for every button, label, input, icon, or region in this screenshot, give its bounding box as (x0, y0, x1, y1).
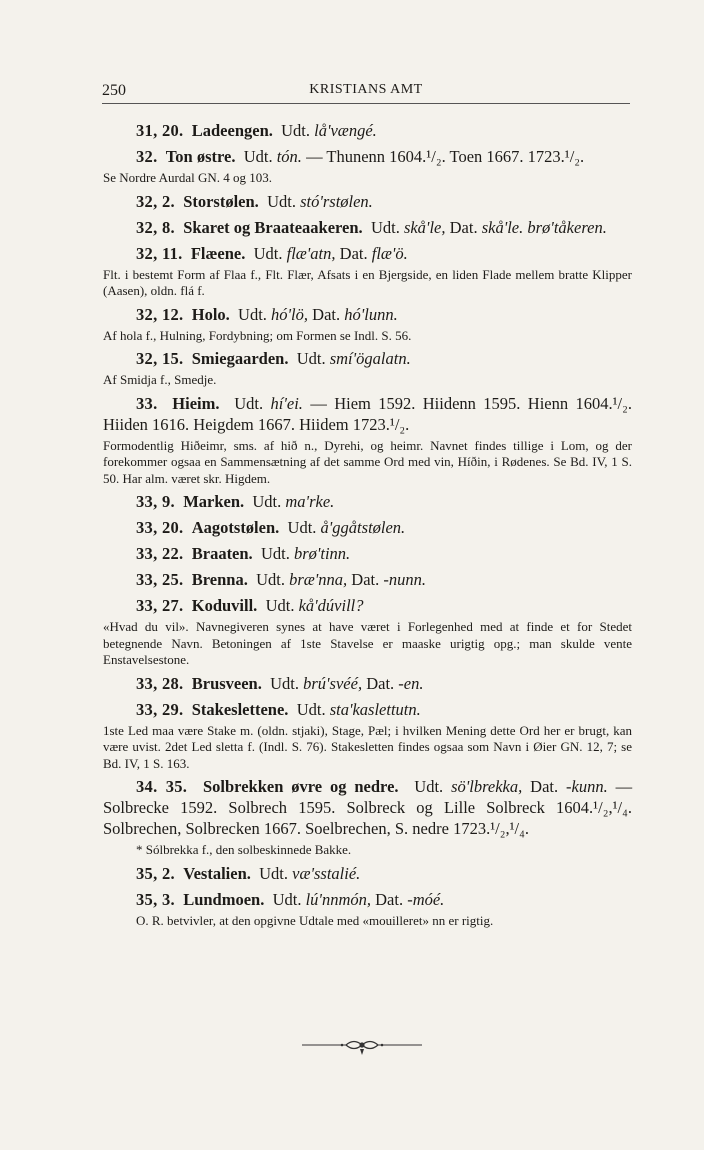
entry: 33, 9. Marken. Udt. ma'rke. (136, 492, 335, 511)
running-title: KRISTIANS AMT (309, 82, 423, 97)
page-number: 250 (102, 82, 126, 99)
entry: 33, 22. Braaten. Udt. brø'tinn. (136, 544, 351, 563)
entry: 33. Hieim. Udt. hí'ei. — Hiem 1592. Hiidenn 1595. Hienn 1604.¹/₂. Hiiden 1616. Heigdem 1667. Hiidem 1723.¹/₂. (103, 393, 633, 434)
entry: 33, 27. Koduvill. Udt. kå'dúvill? (136, 596, 364, 615)
entry-note: Af hola f., Hulning, Fordybning; om Formen se Indl. S. 56. (103, 327, 412, 343)
entry: 32, 12. Holo. Udt. hó'lö, Dat. hó'lunn. (136, 304, 398, 324)
entry: 33, 28. Brusveen. Udt. brú'svéé, Dat. -en. (136, 673, 424, 693)
entry-note: Af Smidja f., Smedje. (103, 372, 217, 387)
page-header (102, 82, 630, 104)
entry-note: Formodentlig Hiðeimr, sms. af hið n., Dyrehi, og heimr. Navnet findes tillige i Lom, og der forekommer ogsaa en Sammensætning af det samme Ord med vin, Híðin, i Rødenes. Se Bd. IV, 1 S. 50. Har alm. været skr. Higdem. (103, 437, 632, 486)
entry-note: 1ste Led maa være Stake m. (oldn. stjaki), Stage, Pæl; i hvilken Mening dette Ord her er brugt, kan være uvist. 2det Led sletta f. (Indl. S. 76). Stakesletten findes ogsaa som Navn i Øier GN. 12, 7; se Bd. IV, 1 S. 163. (103, 722, 632, 771)
entry-note: Flt. i bestemt Form af Flaa f., Flt. Flær, Afsats i en Bjergside, en liden Flade mellem bratte Klipper (Aasen), oldn. flá f. (103, 266, 632, 298)
entry: 32, 15. Smiegaarden. Udt. smí'ögalatn. (136, 349, 411, 368)
entry: 32, 11. Flæene. Udt. flæ'atn, Dat. flæ'ö. (136, 243, 408, 263)
tailpiece-ornament-icon (302, 1032, 422, 1058)
entry-note: O. R. betvivler, at den opgivne Udtale med «mouilleret» nn er rigtig. (136, 912, 494, 928)
entry: 32. Ton østre. Udt. tón. — Thunenn 1604.¹/₂. Toen 1667. 1723.¹/₂. (136, 147, 585, 166)
entry-note: * Sólbrekka f., den solbeskinnede Bakke. (136, 842, 352, 857)
entry: 33, 20. Aagotstølen. Udt. å'ggåtstølen. (136, 518, 406, 537)
entry: 32, 2. Storstølen. Udt. stó'rstølen. (136, 191, 373, 211)
entry: 32, 8. Skaret og Braateaakeren. Udt. skå'le, Dat. skå'le. brø'tåkeren. (136, 217, 607, 237)
entry-note: Se Nordre Aurdal GN. 4 og 103. (103, 170, 272, 185)
entry: 33, 29. Stakeslettene. Udt. sta'kaslettutn. (136, 699, 421, 719)
header-rule (102, 103, 630, 104)
entry: 35, 3. Lundmoen. Udt. lú'nnmón, Dat. -móé. (136, 889, 445, 909)
entry: 33, 25. Brenna. Udt. bræ'nna, Dat. -nunn. (136, 570, 426, 589)
entry-note: «Hvad du vil». Navnegiveren synes at have været i Forlegenhed med at finde et for Stedet betegnende Navn. Betoningen af 1ste Stavelse er maaske urigtig opg.; man skulde vente Enstavelsestone. (103, 619, 632, 667)
entry: 31, 20. Ladeengen. Udt. lå'vængé. (136, 121, 377, 140)
entry: 35, 2. Vestalien. Udt. væ'sstalié. (136, 863, 361, 883)
entry: 34. 35. Solbrekken øvre og nedre. Udt. sö'lbrekka, Dat. -kunn. — Solbrecke 1592. Solbrech 1595. Solbreck og Lille Solbreck 1604.¹/₂,¹/₄. Solbrechen, Solbrecken 1667. Soelbrechen, S. nedre 1723.¹/₂,¹/₄. (103, 777, 633, 838)
entries (103, 118, 632, 931)
